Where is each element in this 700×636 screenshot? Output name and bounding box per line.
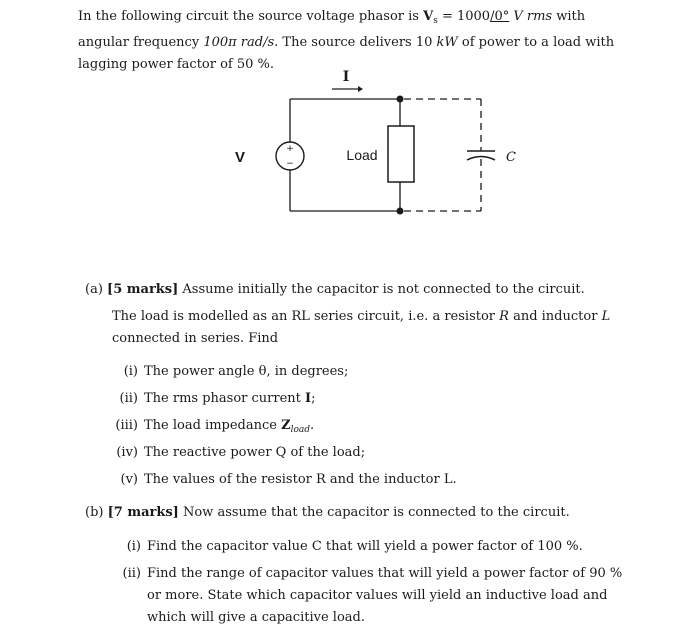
intro-text-1: In the following circuit the source voltage phasor is (78, 9, 424, 24)
item-number: (ii) (119, 391, 138, 406)
part-a-item-3 (112, 416, 314, 440)
capacitor-label: C (506, 150, 516, 165)
source-voltage-unit: V rms (509, 9, 553, 24)
part-a-item-1 (112, 362, 348, 382)
item-text: The values of the resistor R and the inductor L. (144, 472, 457, 487)
capacitor-symbol (467, 151, 495, 160)
current-label: I (342, 69, 350, 85)
circuit-wires (290, 99, 400, 211)
source-plus-sign: + (286, 144, 294, 154)
source-voltage-subscript: s (433, 16, 438, 26)
part-a-item-2 (112, 389, 316, 409)
item-text: The power angle θ, in degrees; (144, 364, 349, 379)
part-a-text: Assume initially the capacitor is not connected to the circuit. (178, 282, 585, 297)
item-text: The reactive power Q of the load; (144, 445, 366, 460)
part-b-text: Now assume that the capacitor is connected to the circuit. (178, 505, 570, 520)
item-number: (iii) (115, 418, 138, 433)
capacitor-branch-dashed (404, 99, 481, 211)
part-b-item-2 (115, 563, 635, 629)
item-number: (i) (126, 539, 141, 554)
intro-text-4: of power to a load with lagging power factor of 50 %. (78, 35, 615, 72)
circuit-diagram (0, 0, 700, 260)
impedance-subscript: load (290, 425, 311, 435)
current-phasor-symbol: I (305, 391, 312, 406)
part-a-item-4 (112, 443, 365, 463)
intro-text-3: . The source delivers 10 (274, 35, 437, 50)
part-a-item-5 (112, 470, 457, 490)
item-number: (iv) (116, 445, 138, 460)
junction-dot-bottom (397, 208, 404, 215)
angular-frequency: 100π rad/s (203, 35, 275, 50)
part-a-inductor-symbol: L (601, 309, 611, 324)
current-arrow (332, 86, 363, 92)
part-b-tag: (b) (85, 505, 104, 520)
impedance-symbol: Z (281, 418, 291, 433)
item-number: (i) (123, 364, 138, 379)
item-text: The load impedance (144, 418, 282, 433)
item-text: The rms phasor current (144, 391, 306, 406)
part-a-body-2: and inductor (508, 309, 602, 324)
item-number: (ii) (122, 566, 141, 581)
source-voltage-symbol: V (423, 9, 434, 24)
junction-dot-top (397, 96, 404, 103)
part-a-description (112, 306, 642, 350)
item-number: (v) (120, 472, 138, 487)
part-a-body-1: The load is modelled as an RL series circuit, i.e. a resistor (112, 309, 500, 324)
part-b-heading (85, 503, 570, 523)
voltage-label: V (234, 149, 246, 166)
source-voltage-magnitude: = 1000 (437, 9, 491, 24)
power-unit: kW (436, 35, 458, 50)
source-voltage-angle: /0° (490, 9, 510, 24)
part-a-resistor-symbol: R (499, 309, 509, 324)
item-text: Find the range of capacitor values that will yield a power factor of 90 % or more. State which capacitor values will yield an inductive load and which will give a capacitive load. (147, 566, 623, 625)
intro-text-2: with angular frequency (78, 9, 586, 50)
item-text: Find the capacitor value C that will yield a power factor of 100 %. (147, 539, 583, 554)
item-tail: . (310, 418, 315, 433)
load-label: Load (346, 147, 378, 163)
source-minus-sign: − (286, 159, 294, 169)
part-a-heading (85, 280, 585, 300)
part-b-marks: [7 marks] (107, 505, 179, 520)
part-a-tag: (a) (85, 282, 103, 297)
load-box (388, 126, 414, 182)
part-a-marks: [5 marks] (107, 282, 179, 297)
part-a-body-3: connected in series. Find (112, 331, 279, 346)
item-tail: ; (311, 391, 316, 406)
part-b-item-1 (115, 536, 635, 558)
